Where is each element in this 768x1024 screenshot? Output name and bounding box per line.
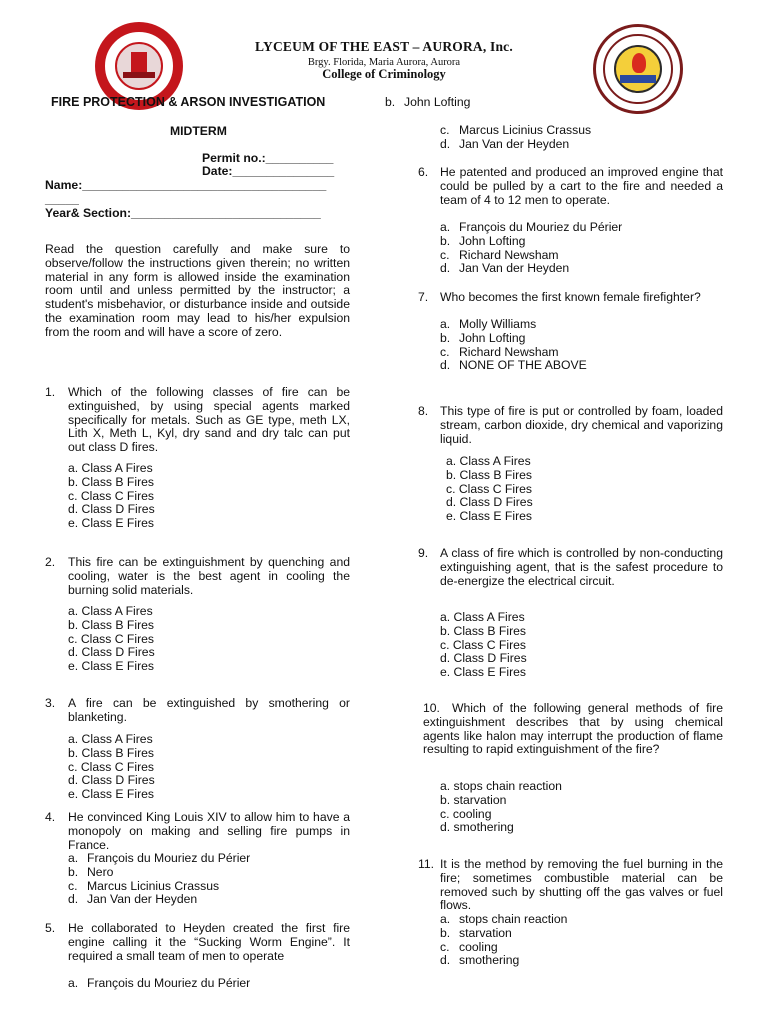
- option-c[interactable]: c. cooling: [440, 939, 498, 954]
- option-e[interactable]: e. Class E Fires: [68, 516, 155, 531]
- option-a[interactable]: a. Class A Fires: [68, 604, 153, 618]
- option-c[interactable]: c. Marcus Licinius Crassus: [440, 123, 592, 137]
- question-number: 9.: [418, 546, 429, 560]
- option-a[interactable]: a. François du Mouriez du Périer: [440, 220, 623, 234]
- question-text: Which of the following classes of fire can be extinguished, by using special agents marked specifically for metals. Such as GE type, meth LX, Lith X, Meth L, Kyl, dry sand and dry talc can put out class D fires.: [68, 385, 350, 455]
- answer-options: [440, 780, 562, 835]
- school-address: Brgy. Florida, Maria Aurora, Aurora: [307, 57, 461, 68]
- school-name: LYCEUM OF THE EAST – AURORA, Inc.: [255, 39, 513, 54]
- option-a[interactable]: a. Molly Williams: [440, 317, 537, 331]
- permit-field: Permit no.:__________: [202, 151, 334, 165]
- question-number: 1.: [45, 385, 56, 399]
- answer-options: [68, 977, 250, 991]
- option-d[interactable]: d. Class D Fires: [68, 502, 155, 517]
- name-field: Name:____________________________________: [45, 178, 327, 192]
- question-text: It is the method by removing the fuel burning in the fire; sometimes combustible material can be removed such by shutting off the gas valves or fuel flows.: [440, 857, 723, 913]
- option-b[interactable]: b. Class B Fires: [68, 745, 155, 760]
- option-a[interactable]: a. François du Mouriez du Périer: [68, 976, 251, 990]
- date-field: Date:_______________: [202, 164, 335, 178]
- option-c[interactable]: c. Richard Newsham: [440, 247, 559, 262]
- question-number: 10.: [423, 701, 440, 715]
- answer-options: [68, 605, 155, 674]
- question-5: [45, 922, 350, 997]
- year-section-field: Year& Section:____________________________: [45, 206, 321, 220]
- option-d[interactable]: d. Jan Van der Heyden: [68, 892, 198, 907]
- question-number: 11.: [418, 857, 435, 871]
- question-number: 7.: [418, 290, 429, 304]
- option-c[interactable]: c. Marcus Licinius Crassus: [68, 878, 220, 893]
- question-9: [418, 547, 723, 682]
- question-text: A class of fire which is controlled by non-conducting extinguishing agent, that is the safest procedure to de-energize the electrical circuit.: [440, 546, 723, 588]
- question-text: He collaborated to Heyden created the first fire engine calling it the “Sucking Worm Engine”. It required a small team of men to operate: [68, 921, 350, 963]
- option-a[interactable]: a. stops chain reaction: [440, 912, 568, 926]
- option-e[interactable]: e. Class E Fires: [68, 659, 155, 674]
- answer-options: [446, 455, 533, 524]
- question-10: [423, 702, 723, 842]
- question-3: [45, 697, 350, 807]
- question-number: 8.: [418, 404, 429, 418]
- exam-subject: FIRE PROTECTION & ARSON INVESTIGATION: [51, 95, 326, 109]
- question-11: [418, 858, 723, 973]
- option-c[interactable]: c. Class C Fires: [440, 637, 526, 652]
- option-d[interactable]: d. smothering: [440, 953, 520, 968]
- option-a[interactable]: a. Class A Fires: [68, 461, 153, 475]
- option-b[interactable]: b. Class B Fires: [68, 474, 155, 489]
- question-1: [45, 386, 350, 536]
- question-5-options-cont-2: [440, 124, 591, 152]
- question-text: This type of fire is put or controlled by foam, loaded stream, carbon dioxide, dry chemical and vaporizing liquid.: [440, 404, 723, 446]
- option-b[interactable]: b. starvation: [440, 792, 507, 807]
- option-d[interactable]: d. Class D Fires: [68, 645, 155, 660]
- option-a[interactable]: a. Class A Fires: [440, 610, 525, 624]
- option-d[interactable]: d. smothering: [440, 820, 514, 835]
- question-8: [418, 405, 723, 530]
- question-number: 3.: [45, 696, 56, 710]
- question-6: [418, 166, 723, 281]
- question-number: 6.: [418, 165, 429, 179]
- option-d[interactable]: d. Class D Fires: [440, 651, 527, 666]
- answer-options: [440, 611, 527, 680]
- question-text: A fire can be extinguished by smothering or blanketing.: [68, 696, 350, 724]
- question-5-options-cont: [385, 96, 470, 110]
- question-number: 5.: [45, 921, 56, 935]
- exam-instructions: Read the question carefully and make sure to observe/follow the instructions given therein; no written material in any form is allowed inside the examination room until and unless permitted by the instructor; a student's misbehavior, or disturbance inside and outside the examination room may lead to his/her expulsion from the room and will have a score of zero.: [45, 242, 350, 339]
- option-a[interactable]: a. Class A Fires: [68, 732, 153, 746]
- option-b[interactable]: b. Class B Fires: [68, 617, 155, 632]
- question-4: [45, 811, 350, 911]
- question-text: He convinced King Louis XIV to allow him to have a monopoly on making and selling fire pumps in France.: [68, 810, 350, 852]
- option-d[interactable]: d. Class D Fires: [446, 495, 533, 510]
- answer-options: [440, 318, 587, 373]
- answer-options: [68, 852, 250, 907]
- option-b[interactable]: b. Nero: [68, 864, 114, 879]
- option-d[interactable]: d. Class D Fires: [68, 773, 155, 788]
- option-c[interactable]: c. Class C Fires: [68, 631, 154, 646]
- answer-options: [440, 913, 567, 968]
- question-text: This fire can be extinguishment by quenching and cooling, water is the best agent in cooling the burning solid materials.: [68, 555, 350, 597]
- option-c[interactable]: c. cooling: [440, 806, 492, 821]
- question-number: 4.: [45, 810, 56, 824]
- option-c[interactable]: c. Class C Fires: [68, 759, 154, 774]
- option-b[interactable]: b. starvation: [440, 925, 512, 940]
- answer-options: [68, 462, 155, 531]
- option-a[interactable]: a. Class A Fires: [446, 454, 531, 468]
- option-b[interactable]: b. Class B Fires: [446, 467, 533, 482]
- option-e[interactable]: e. Class E Fires: [440, 665, 527, 680]
- option-d[interactable]: d. Jan Van der Heyden: [440, 261, 570, 276]
- option-b[interactable]: b. Class B Fires: [440, 623, 527, 638]
- option-b[interactable]: b. John Lofting: [385, 95, 471, 109]
- question-text: Which of the following general methods of fire extinguishment describes that by using chemical agents like halon may interrupt the production of flame resulting to rapid extinguishment of the fire?: [423, 701, 723, 757]
- answer-options: [68, 733, 155, 802]
- name-field-cont: _____: [45, 192, 79, 206]
- option-d[interactable]: d. NONE OF THE ABOVE: [440, 358, 587, 373]
- option-b[interactable]: b. John Lofting: [440, 330, 526, 345]
- option-a[interactable]: a. stops chain reaction: [440, 779, 562, 793]
- option-e[interactable]: e. Class E Fires: [446, 509, 533, 524]
- answer-options: [440, 221, 622, 276]
- question-text: He patented and produced an improved engine that could be pulled by a cart to the fire and needed a team of 4 to 12 men to operate.: [440, 165, 723, 207]
- question-text: Who becomes the first known female firefighter?: [440, 290, 701, 304]
- option-a[interactable]: a. François du Mouriez du Périer: [68, 851, 251, 865]
- option-c[interactable]: c. Richard Newsham: [440, 344, 559, 359]
- option-e[interactable]: e. Class E Fires: [68, 787, 155, 802]
- option-d[interactable]: d. Jan Van der Heyden: [440, 136, 570, 151]
- option-c[interactable]: c. Class C Fires: [68, 488, 154, 503]
- question-7: [418, 291, 723, 376]
- exam-term: MIDTERM: [170, 124, 227, 138]
- question-number: 2.: [45, 555, 56, 569]
- college-name: College of Criminology: [322, 67, 446, 81]
- option-b[interactable]: b. John Lofting: [440, 233, 526, 248]
- question-2: [45, 556, 350, 681]
- option-c[interactable]: c. Class C Fires: [446, 481, 532, 496]
